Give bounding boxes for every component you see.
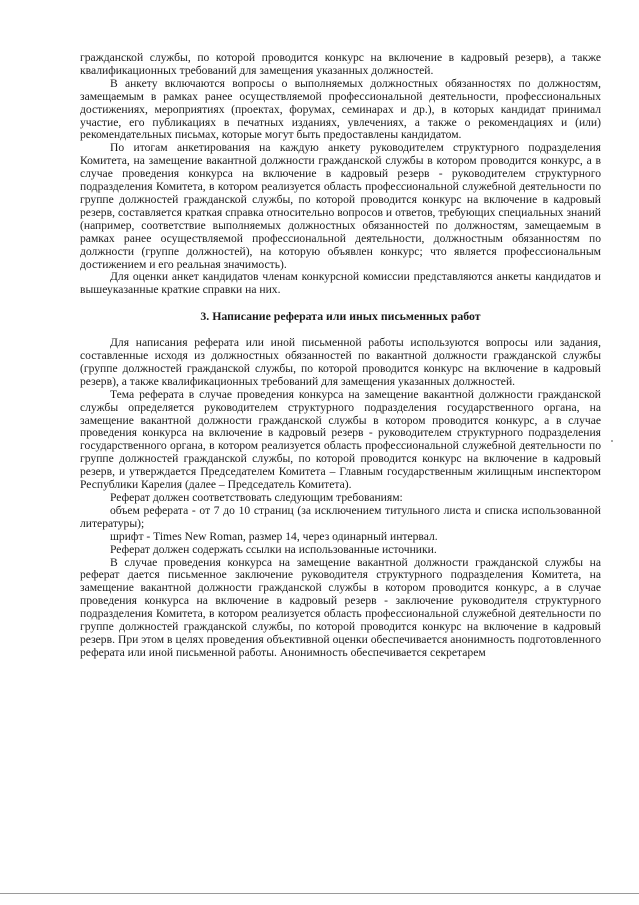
section-heading: 3. Написание реферата или иных письменных работ xyxy=(200,309,481,324)
paragraph: Реферат должен содержать ссылки на использованные источники. xyxy=(110,542,437,556)
page-bottom-edge xyxy=(0,893,639,894)
paragraph: Для написания реферата или иной письменной работы используются вопросы или задания, составленные исходя из должностных обязанностей по вакантной должности гражданской службы (группе должностей гражданской службы, по которой проводится конкурс на включение в кадровый резерв), а также квалификационных требований для замещения указанных должностей. xyxy=(80,336,601,388)
paragraph: Тема реферата в случае проведения конкурса на замещение вакантной должности гражданской службы определяется руководителем структурного подразделения государственного органа, на замещение вакантной должности гражданской службы в котором проводится конкурс, а в случае проведения конкурса на включение в кадровый резерв - руководителем структурного подразделения государственного органа, в котором реализуется область профессиональной служебной деятельности по группе должностей гражданской службы, по которой проводится конкурс на включение в кадровый резерв, и утверждается Председателем Комитета – Главным государственным жилищным инспектором Республики Карелия (далее – Председатель Комитета). xyxy=(80,387,601,492)
paragraph: В анкету включаются вопросы о выполняемых должностных обязанностях по должностям, замещаемым в рамках ранее осуществляемой профессиональной деятельности, профессиональных достижениях, мероприятиях (проектах, форумах, семинарах и др.), в которых кандидат принимал участие, его публикациях в печатных изданиях, увлечениях, а также о рекомендациях и (или) рекомендательных письмах, которые могут быть предоставлены кандидатом. xyxy=(80,76,601,142)
paragraph: Реферат должен соответствовать следующим требованиям: xyxy=(110,491,403,504)
paragraph: шрифт - Times New Roman, размер 14, через одинарный интервал. xyxy=(110,529,438,543)
paragraph: В случае проведения конкурса на замещение вакантной должности гражданской службы на реферат дается письменное заключение руководителя структурного подразделения Комитета, на замещение вакантной должности гражданской службы в котором проводится конкурс, а в случае проведения конкурса на включение в кадровый резерв - заключение руководителя структурного подразделения Комитета, в котором реализуется область профессиональной служебной деятельности по группе должностей гражданской службы, по которой проводится конкурс на включение в кадровый резерв. При этом в целях проведения объективной оценки обеспечивается анонимность подготовленного реферата или иной письменной работы. Анонимность обеспечивается секретарем xyxy=(80,555,601,659)
paragraph: гражданской службы, по которой проводится конкурс на включение в кадровый резерв), а также квалификационных требований для замещения указанных должностей. xyxy=(80,51,601,77)
paragraph: Для оценки анкет кандидатов членам конкурсной комиссии представляются анкеты кандидатов и вышеуказанные краткие справки на них. xyxy=(80,270,601,297)
paragraph: объем реферата - от 7 до 10 страниц (за исключением титульного листа и списка использованной литературы); xyxy=(80,503,601,530)
document-page xyxy=(80,52,601,660)
paragraph: По итогам анкетирования на каждую анкету руководителем структурного подразделения Комитета, на замещение вакантной должности гражданской службы в котором проводится конкурс, а в случае проведения конкурса на включение в кадровый резерв - руководителем структурного подразделения Комитета, в котором реализуется область профессиональной служебной деятельности по группе должностей гражданской службы, по которой проводится конкурс на включение в кадровый резерв, составляется краткая справка относительно вопросов и ответов, требующих специальных знаний (например, соответствие выполняемых должностных обязанностей по должностям, замещаемым в рамках ранее осуществляемой профессиональной деятельности, должностным обязанностям по должности (группе должностей), на которую объявлен конкурс; что является профессиональным достижением и его реальная значимость). xyxy=(80,141,601,271)
scan-speck xyxy=(611,440,613,442)
